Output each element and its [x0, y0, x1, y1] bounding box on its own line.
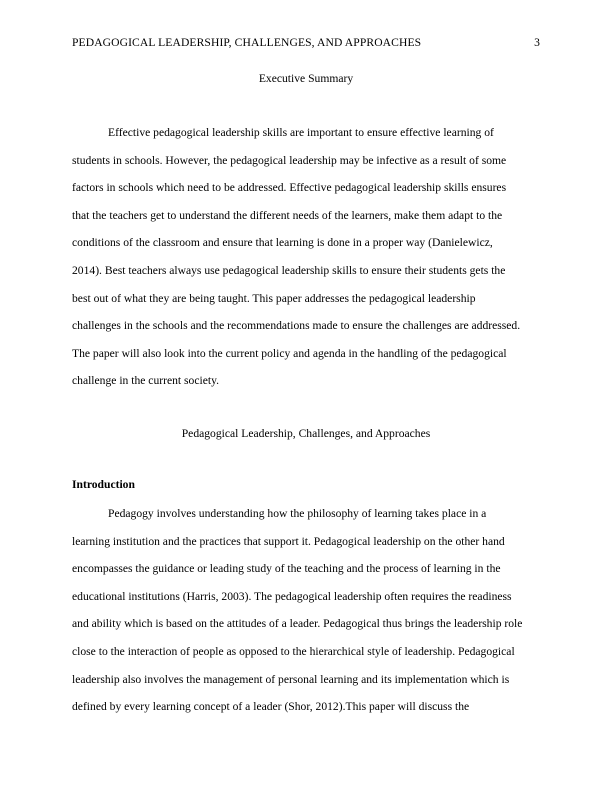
executive-summary-title: Executive Summary	[258, 72, 354, 85]
text-line: defined by every learning concept of a leader (Shor, 2012).This paper will discuss the	[72, 700, 470, 714]
text-line: students in schools. However, the pedagogical leadership may be infective as a result of some	[72, 153, 507, 167]
text-line: challenge in the current society.	[72, 374, 220, 388]
introduction-heading: Introduction	[72, 478, 135, 491]
text-line: Pedagogy involves understanding how the philosophy of learning takes place in a	[108, 507, 487, 520]
text-line: challenges in the schools and the recommendations made to ensure the challenges are addressed.	[72, 319, 521, 333]
text-line: and ability which is based on the attitudes of a leader. Pedagogical thus brings the leadership role	[72, 617, 523, 631]
text-line: factors in schools which need to be addressed. Effective pedagogical leadership skills ensures	[72, 181, 507, 195]
text-line: leadership also involves the management of personal learning and its implementation which is	[72, 672, 510, 686]
text-line: learning institution and the practices that support it. Pedagogical leadership on the other hand	[72, 534, 505, 548]
text-line: educational institutions (Harris, 2003). The pedagogical leadership often requires the readiness	[72, 589, 512, 603]
text-line: Effective pedagogical leadership skills are important to ensure effective learning of	[108, 126, 494, 139]
text-line: best out of what they are being taught. This paper addresses the pedagogical leadership	[72, 291, 476, 305]
text-line: encompasses the guidance or leading study of the teaching and the process of learning in the	[72, 562, 501, 576]
paper-title: Pedagogical Leadership, Challenges, and Approaches	[181, 427, 431, 440]
page-header	[72, 36, 540, 52]
text-line: that the teachers get to understand the different needs of the learners, make them adapt to the	[72, 208, 503, 222]
text-line: close to the interaction of people as opposed to the hierarchical style of leadership. Pedagogical	[72, 644, 515, 658]
executive-summary-paragraph	[72, 119, 542, 395]
introduction-paragraph	[72, 500, 542, 721]
text-line: The paper will also look into the current policy and agenda in the handling of the pedagogical	[72, 346, 507, 360]
page-number: 3	[534, 36, 540, 49]
text-line: 2014). Best teachers always use pedagogical leadership skills to ensure their students gets the	[72, 263, 506, 277]
running-head: PEDAGOGICAL LEADERSHIP, CHALLENGES, AND APPROACHES	[72, 36, 422, 49]
text-line: conditions of the classroom and ensure that learning is done in a proper way (Danielewicz,	[72, 236, 493, 250]
